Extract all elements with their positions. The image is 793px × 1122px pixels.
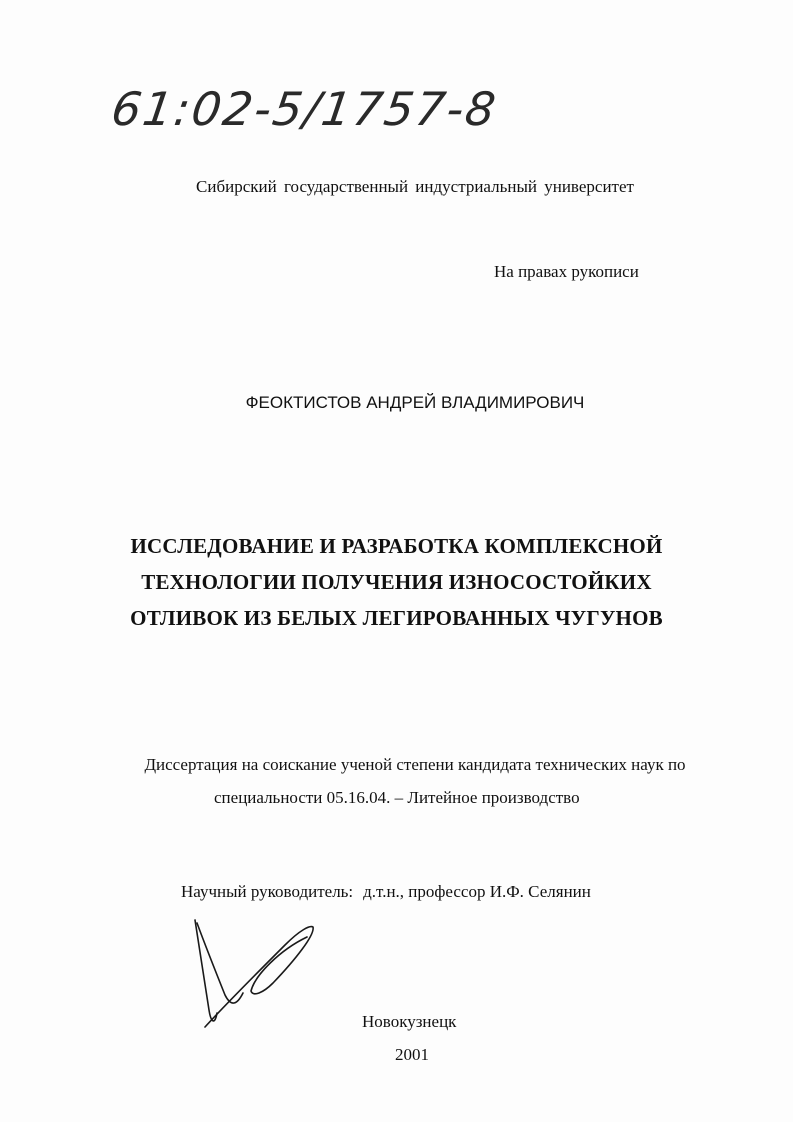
title-line-3: ОТЛИВОК ИЗ БЕЛЫХ ЛЕГИРОВАННЫХ ЧУГУНОВ [130,606,663,630]
rights-note: На правах рукописи [494,262,639,281]
dissertation-line-2: специальности 05.16.04. – Литейное производство [214,788,580,807]
supervisor [181,882,591,902]
supervisor-value: д.т.н., профессор И.Ф. Селянин [363,882,591,901]
signature-image [185,915,325,1030]
university-name: Сибирский государственный индустриальный университет [196,177,634,196]
handwritten-archive-number: 61:02-5/1757-8 [108,82,501,136]
signature-stroke-2 [197,923,243,1003]
title-line-1: ИССЛЕДОВАНИЕ И РАЗРАБОТКА КОМПЛЕКСНОЙ [130,534,663,558]
year: 2001 [395,1045,429,1064]
supervisor-label: Научный руководитель: [181,882,354,901]
city: Новокузнецк [362,1012,457,1031]
author-name: ФЕОКТИСТОВ АНДРЕЙ ВЛАДИМИРОВИЧ [245,393,585,412]
title-line-2: ТЕХНОЛОГИИ ПОЛУЧЕНИЯ ИЗНОСОСТОЙКИХ [141,570,652,594]
dissertation-line-1: Диссертация на соискание ученой степени кандидата технических наук по [144,755,686,774]
signature-stroke-3 [205,927,313,1027]
signature-stroke-1 [195,920,217,1021]
